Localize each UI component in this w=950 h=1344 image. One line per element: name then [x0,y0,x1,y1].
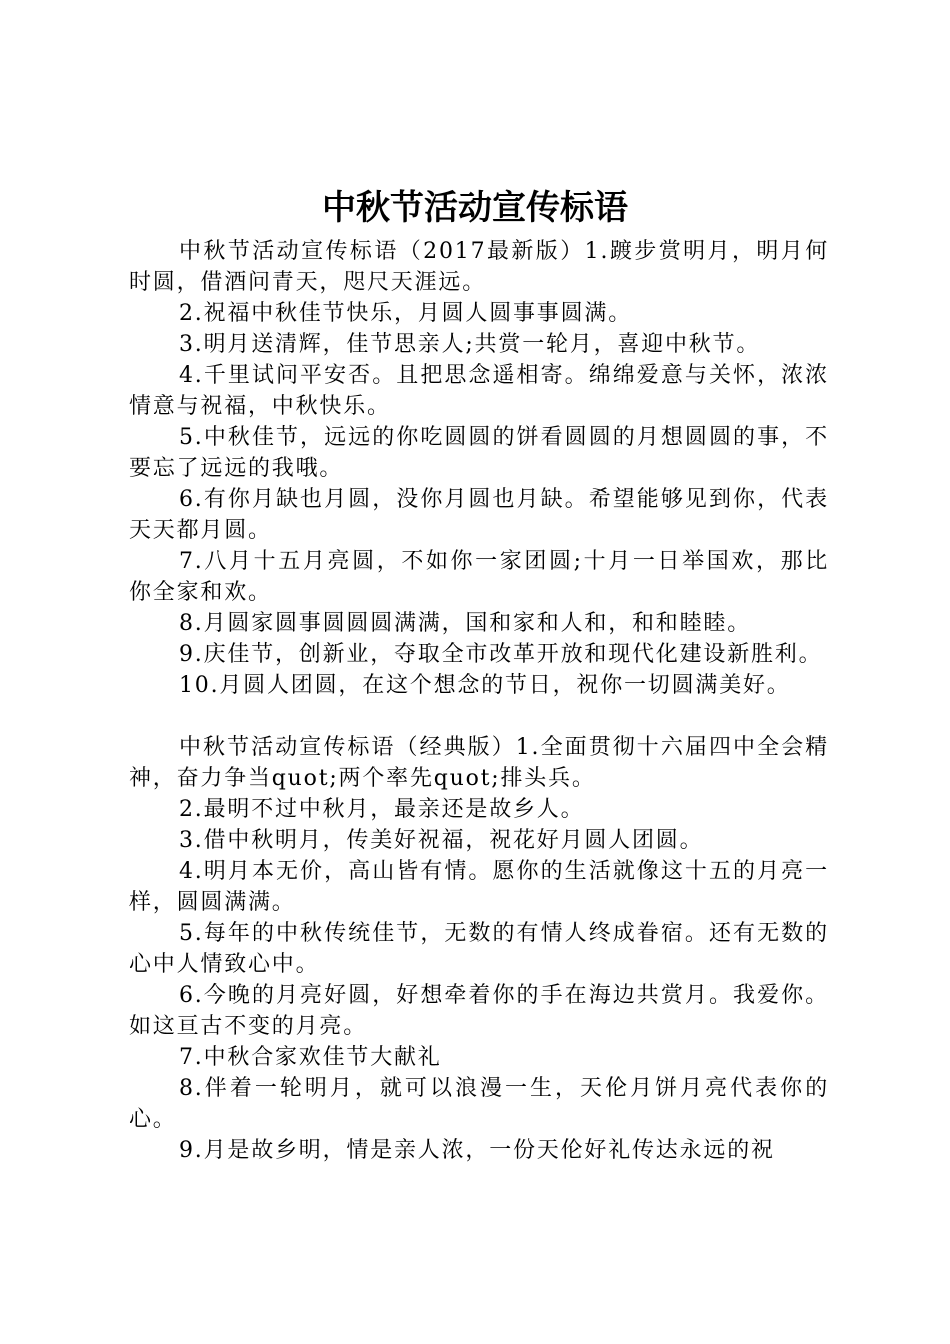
paragraph: 5.每年的中秋传统佳节，无数的有情人终成眷宿。还有无数的心中人情致心中。 [129,921,829,977]
paragraph: 10.月圆人团圆，在这个想念的节日，祝你一切圆满美好。 [179,673,791,698]
paragraph: 8.月圆家圆事圆圆圆满满，国和家和人和，和和睦睦。 [179,611,751,636]
paragraph: 3.借中秋明月，传美好祝福，祝花好月圆人团圆。 [179,828,704,853]
document-title: 中秋节活动宣传标语 [322,188,628,228]
paragraph: 6.今晚的月亮好圆，好想牵着你的手在海边共赏月。我爱你。如这亘古不变的月亮。 [129,983,829,1039]
paragraph: 6.有你月缺也月圆，没你月圆也月缺。希望能够见到你，代表天天都月圆。 [129,487,829,543]
paragraph: 4.千里试问平安否。且把思念遥相寄。绵绵爱意与关怀，浓浓情意与祝福，中秋快乐。 [129,363,829,419]
paragraph: 7.八月十五月亮圆，不如你一家团圆;十月一日举国欢，那比你全家和欢。 [129,549,829,605]
paragraph: 2.最明不过中秋月，最亲还是故乡人。 [179,797,585,822]
paragraph: 3.明月送清辉，佳节思亲人;共赏一轮月，喜迎中秋节。 [179,332,761,357]
paragraph: 5.中秋佳节，远远的你吃圆圆的饼看圆圆的月想圆圆的事，不要忘了远远的我哦。 [129,425,829,481]
paragraph: 4.明月本无价，高山皆有情。愿你的生活就像这十五的月亮一样，圆圆满满。 [129,859,829,915]
paragraph: 中秋节活动宣传标语（2017最新版）1.踱步赏明月，明月何时圆，借酒问青天，咫尺天涯远。 [129,239,829,295]
paragraph: 9.庆佳节，创新业，夺取全市改革开放和现代化建设新胜利。 [179,642,823,667]
section-gap [129,701,829,732]
paragraph: 9.月是故乡明，情是亲人浓，一份天伦好礼传达永远的祝 [179,1138,775,1163]
document-body [129,236,829,1166]
paragraph: 8.伴着一轮明月，就可以浪漫一生，天伦月饼月亮代表你的心。 [129,1076,829,1132]
paragraph: 7.中秋合家欢佳节大献礼 [179,1045,442,1070]
paragraph: 2.祝福中秋佳节快乐，月圆人圆事事圆满。 [179,301,632,326]
paragraph: 中秋节活动宣传标语（经典版）1.全面贯彻十六届四中全会精神，奋力争当quot;两个率先quot;排头兵。 [129,735,829,791]
